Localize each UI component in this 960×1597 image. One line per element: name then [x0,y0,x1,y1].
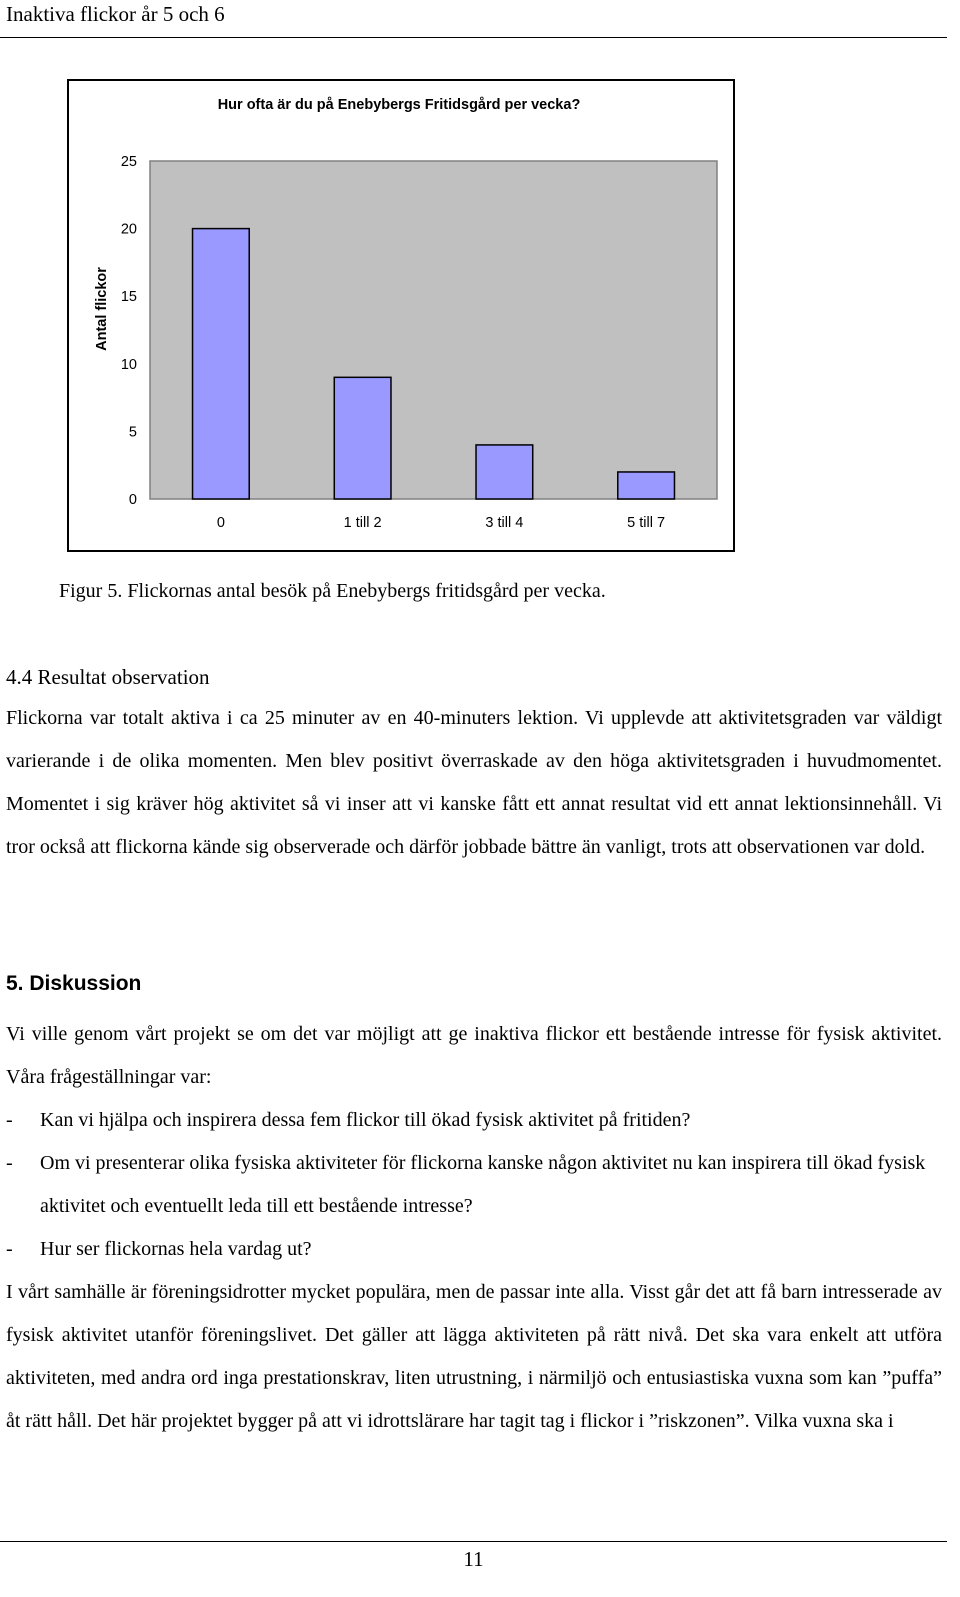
chart-frame [67,79,735,552]
section-5-intro: Vi ville genom vårt projekt se om det var möjligt att ge inaktiva flickor ett bestående intresse för fysisk aktivitet. Våra frågeställningar var: [6,1023,942,1088]
bullet-dash: - [6,1109,13,1131]
x-tick-label: 1 till 2 [343,515,382,531]
page-number: 11 [463,1547,484,1571]
y-tick-label: 20 [120,221,137,238]
y-tick-label: 25 [120,154,137,170]
bullet-text: Hur ser flickornas hela vardag ut? [40,1238,312,1260]
section-heading-4-4: 4.4 Resultat observation [6,665,210,689]
x-tick-label: 0 [216,515,225,531]
running-header: Inaktiva flickor år 5 och 6 [6,2,225,26]
question-list-item [6,1099,926,1142]
bar-1-till-2 [334,377,391,499]
bullet-text: Kan vi hjälpa och inspirera dessa fem flickor till ökad fysisk aktivitet på fritiden? [40,1109,691,1131]
footer-divider [0,1541,947,1542]
y-tick-label: 15 [120,289,137,306]
y-axis-label: Antal flickor [94,267,110,351]
bullet-dash: - [6,1238,13,1260]
bullet-dash: - [6,1152,13,1174]
y-tick-label: 5 [128,424,137,441]
chart-title: Hur ofta är du på Enebybergs Fritidsgård per vecka? [217,97,581,113]
y-tick-label: 10 [120,356,137,373]
x-tick-label: 3 till 4 [485,515,524,531]
bar-chart [69,81,737,554]
bar-3-till-4 [476,445,533,499]
y-tick-label: 0 [128,492,137,508]
x-ticks-layer [217,515,665,531]
header-divider [0,37,947,38]
section-heading-5: 5. Diskussion [6,972,142,995]
y-ticks-layer [121,154,137,508]
x-tick-label: 5 till 7 [627,515,666,531]
figure-caption: Figur 5. Flickornas antal besök på Enebybergs fritidsgård per vecka. [59,580,606,602]
bar-5-till-7 [618,472,675,499]
question-list-item [6,1228,926,1271]
question-list-item [6,1142,926,1228]
bullet-text: Om vi presenterar olika fysiska aktiviteter för flickorna kanske någon aktivitet nu kan inspirera till ökad fysisk aktivitet och eventuellt leda till ett bestående intresse? [40,1152,926,1217]
bar-0 [193,229,250,499]
section-4-4-paragraph: Flickorna var totalt aktiva i ca 25 minuter av en 40-minuters lektion. Vi upplevde att aktivitetsgraden var väldigt varierande i de olika momenten. Men blev positivt överraskade av den höga aktivitetsgraden i huvudmomentet. Momentet i sig kräver hög aktivitet så vi inser att vi kanske fått ett annat resultat vid ett annat lektionsinnehåll. Vi tror också att flickorna kände sig observerade och därför jobbade bättre än vanligt, trots att observationen var dold. [6,707,942,858]
section-5-body: I vårt samhälle är föreningsidrotter mycket populära, men de passar inte alla. Visst går det att få barn intresserade av fysisk aktivitet utanför föreningslivet. Det gäller att lägga aktiviteten på rätt nivå. Det ska vara enkelt att utföra aktiviteten, med andra ord inga prestationskrav, liten utrustning, i närmiljö och entusiastiska vuxna som kan ”puffa” åt rätt håll. Det här projektet bygger på att vi idrottslärare har tagit tag i flickor i ”riskzonen”. Vilka vuxna ska i [6,1281,942,1432]
